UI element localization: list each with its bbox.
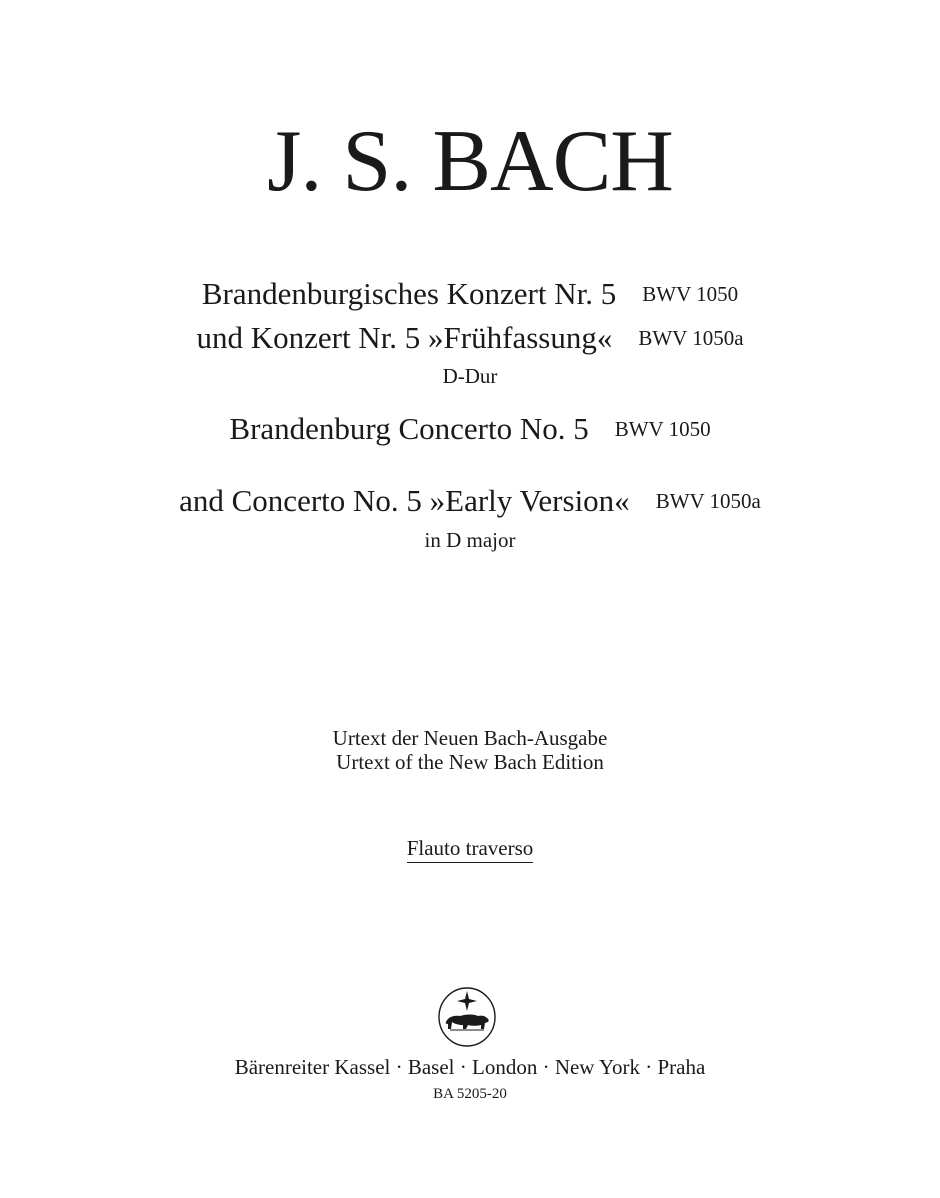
german-title-line-2 [0,322,940,353]
baerenreiter-bear-star-logo-icon [432,986,502,1048]
english-title-1: Brandenburg Concerto No. 5 [229,411,589,446]
edition-german: Urtext der Neuen Bach-Ausgabe [332,726,608,750]
english-title-line-1 [0,413,940,444]
composer-name: J. S. BACH [267,113,673,210]
german-title-line-1 [0,278,940,309]
german-bwv-2: BWV 1050a [638,326,744,350]
english-bwv-1: BWV 1050 [614,417,711,441]
edition-english: Urtext of the New Bach Edition [336,750,604,774]
catalog-number: BA 5205-20 [433,1086,507,1102]
german-title-1: Brandenburgisches Konzert Nr. 5 [201,276,617,311]
english-key: in D major [424,528,516,552]
english-title-2: and Concerto No. 5 »Early Version« [179,483,630,518]
german-bwv-1: BWV 1050 [642,282,739,306]
instrument-name: Flauto traverso [407,836,534,863]
instrument-label [0,838,940,859]
english-bwv-2: BWV 1050a [655,489,761,513]
english-title-line-2 [0,485,940,516]
publisher-line: Bärenreiter Kassel · Basel · London · New York · Praha [234,1055,706,1079]
german-title-2: und Konzert Nr. 5 »Frühfassung« [196,320,613,355]
german-key: D-Dur [442,364,498,388]
